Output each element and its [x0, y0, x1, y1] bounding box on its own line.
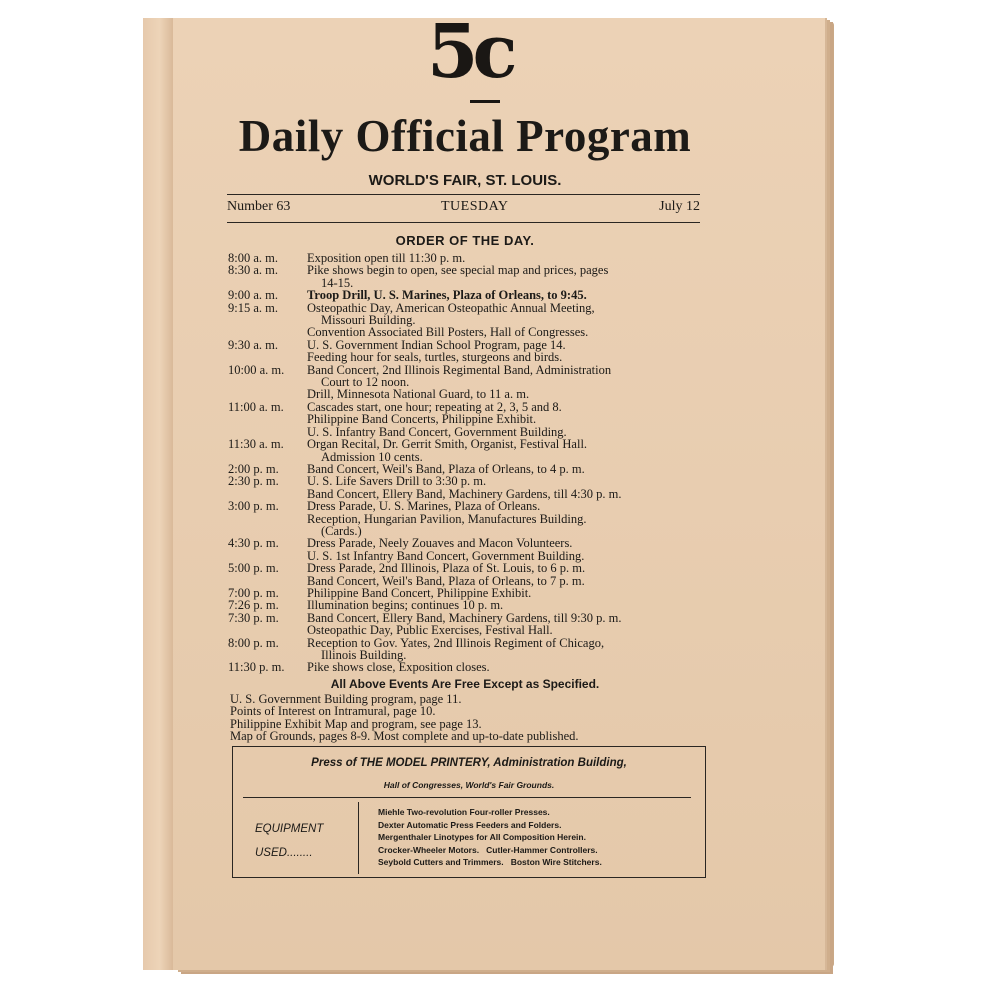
- event-description: Missouri Building.: [321, 313, 416, 328]
- equipment-label-line: USED........: [255, 847, 313, 859]
- event-time: [228, 314, 307, 326]
- event-time: 3:00 p. m.: [228, 499, 279, 514]
- equipment-item: Mergenthaler Linotypes for All Composition Herein.: [378, 832, 586, 842]
- reference-notes: [230, 693, 705, 743]
- event-description: U. S. Government Indian School Program, page 14.: [307, 337, 566, 352]
- price-mark: 5c: [427, 9, 512, 95]
- page-edge: [825, 22, 834, 967]
- event-description: Philippine Band Concert, Philippine Exhibit.: [307, 585, 532, 600]
- event-time: 4:30 p. m.: [228, 536, 279, 551]
- event-description: Dress Parade, 2nd Illinois, Plaza of St. Louis, to 6 p. m.: [307, 561, 586, 576]
- event-description: Philippine Band Concerts, Philippine Exhibit.: [307, 412, 537, 427]
- event-time: 2:30 p. m.: [228, 474, 279, 489]
- printer-divider: [243, 797, 691, 798]
- schedule-entry: [228, 500, 704, 512]
- event-description: U. S. 1st Infantry Band Concert, Government Building.: [307, 548, 585, 563]
- event-description: Pike shows begin to open, see special map and prices, pages: [307, 263, 609, 278]
- event-time: [228, 513, 307, 525]
- note-line: U. S. Government Building program, page 11.: [230, 692, 462, 706]
- free-events-note: All Above Events Are Free Except as Specified.: [330, 677, 600, 691]
- event-time: 11:00 a. m.: [228, 399, 284, 414]
- event-time: [228, 413, 307, 425]
- event-time: 11:30 p. m.: [228, 660, 285, 675]
- event-time: 7:30 p. m.: [228, 610, 279, 625]
- event-description: Reception to Gov. Yates, 2nd Illinois Regiment of Chicago,: [307, 635, 605, 650]
- event-time: [228, 326, 307, 338]
- event-description: Admission 10 cents.: [321, 449, 423, 464]
- schedule-entry: [228, 438, 704, 450]
- event-description: Exposition open till 11:30 p. m.: [307, 251, 466, 265]
- event-description: Osteopathic Day, Public Exercises, Festival Hall.: [307, 623, 553, 638]
- equipment-label: [255, 817, 345, 865]
- equipment-item: Crocker-Wheeler Motors. Cutler-Hammer Controllers.: [378, 844, 598, 855]
- page-title: Daily Official Program: [238, 111, 692, 161]
- event-description: Band Concert, 2nd Illinois Regimental Band, Administration: [307, 362, 612, 377]
- event-time: 8:00 a. m.: [228, 251, 278, 265]
- event-time: 9:15 a. m.: [228, 300, 278, 315]
- issue-number: Number 63: [227, 199, 291, 214]
- note-line: Points of Interest on Intramural, page 10.: [230, 704, 436, 719]
- schedule-entry: [228, 637, 704, 649]
- order-heading: ORDER OF THE DAY.: [395, 233, 535, 248]
- event-description: Reception, Hungarian Pavilion, Manufactures Building.: [307, 511, 587, 526]
- schedule-entry: [228, 302, 704, 314]
- schedule-entry: [228, 264, 704, 276]
- event-description: Cascades start, one hour; repeating at 2, 3, 5 and 8.: [307, 399, 562, 414]
- event-description: Convention Associated Bill Posters, Hall of Congresses.: [307, 325, 589, 340]
- event-time: 5:00 p. m.: [228, 561, 279, 576]
- schedule-entry: [228, 413, 704, 425]
- schedule-entry: [228, 537, 704, 549]
- schedule-entry: [228, 289, 704, 301]
- event-time: 11:30 a. m.: [228, 437, 284, 452]
- event-description: Osteopathic Day, American Osteopathic Annual Meeting,: [307, 300, 595, 315]
- schedule-entry: [228, 513, 704, 525]
- event-time: 10:00 a. m.: [228, 362, 285, 377]
- note-line: Map of Grounds, pages 8-9. Most complete and up-to-date published.: [230, 729, 579, 744]
- printer-box: [232, 746, 706, 878]
- event-description: 14-15.: [321, 275, 354, 290]
- event-description: Band Concert, Ellery Band, Machinery Gardens, till 4:30 p. m.: [307, 486, 622, 501]
- event-time: 7:00 p. m.: [228, 585, 279, 600]
- schedule-entry: [228, 388, 704, 400]
- equipment-divider: [358, 802, 359, 874]
- event-time: [228, 388, 307, 400]
- issue-day: TUESDAY: [441, 199, 509, 214]
- schedule-entry: [228, 624, 704, 636]
- event-description: Band Concert, Weil's Band, Plaza of Orleans, to 4 p. m.: [307, 461, 585, 476]
- event-time: [228, 351, 307, 363]
- event-description: Organ Recital, Dr. Gerrit Smith, Organist, Festival Hall.: [307, 437, 588, 452]
- schedule-entry: [228, 475, 704, 487]
- booklet-spine: [143, 18, 174, 970]
- event-time: 9:00 a. m.: [228, 288, 278, 303]
- bottom-rule: [227, 222, 700, 223]
- event-description: Dress Parade, U. S. Marines, Plaza of Orleans.: [307, 499, 541, 514]
- event-description: Drill, Minnesota National Guard, to 11 a. m.: [307, 387, 530, 402]
- schedule-entry: [228, 599, 704, 611]
- note-line: Philippine Exhibit Map and program, see page 13.: [230, 716, 482, 731]
- event-description: Feeding hour for seals, turtles, sturgeons and birds.: [307, 350, 563, 365]
- schedule-list: [228, 252, 704, 674]
- event-description: U. S. Life Savers Drill to 3:30 p. m.: [307, 474, 487, 489]
- event-time: 8:30 a. m.: [228, 263, 278, 278]
- event-time: 8:00 p. m.: [228, 635, 279, 650]
- event-description: Troop Drill, U. S. Marines, Plaza of Orleans, to 9:45.: [307, 288, 587, 303]
- event-time: 9:30 a. m.: [228, 337, 278, 352]
- price-underline: [470, 100, 500, 103]
- event-description: U. S. Infantry Band Concert, Government Building.: [307, 424, 567, 439]
- page-subtitle: WORLD'S FAIR, ST. LOUIS.: [368, 172, 562, 189]
- issue-line: [227, 199, 700, 219]
- schedule-entry: [228, 562, 704, 574]
- schedule-entry: [228, 351, 704, 363]
- event-description: Band Concert, Weil's Band, Plaza of Orleans, to 7 p. m.: [307, 573, 585, 588]
- event-description: (Cards.): [321, 523, 362, 538]
- printer-address: Hall of Congresses, World's Fair Grounds.: [383, 780, 555, 790]
- event-description: Illinois Building.: [321, 648, 407, 662]
- event-description: Pike shows close, Exposition closes.: [307, 660, 490, 675]
- issue-date: July 12: [659, 199, 700, 214]
- schedule-entry: [228, 661, 704, 673]
- event-description: Court to 12 noon.: [321, 375, 410, 390]
- equipment-item: Miehle Two-revolution Four-roller Presses.: [378, 807, 550, 817]
- equipment-list: [378, 806, 698, 869]
- printer-line: Press of THE MODEL PRINTERY, Administration Building,: [311, 757, 627, 769]
- event-time: [228, 376, 307, 388]
- schedule-entry: [228, 326, 704, 338]
- event-description: Illumination begins; continues 10 p. m.: [307, 598, 504, 613]
- schedule-entry: [228, 364, 704, 376]
- event-description: Dress Parade, Neely Zouaves and Macon Volunteers.: [307, 536, 573, 551]
- top-rule: [227, 194, 700, 195]
- event-description: Band Concert, Ellery Band, Machinery Gardens, till 9:30 p. m.: [307, 610, 622, 625]
- equipment-item: Dexter Automatic Press Feeders and Folders.: [378, 819, 562, 830]
- event-time: [228, 624, 307, 636]
- event-time: 7:26 p. m.: [228, 598, 279, 613]
- equipment-label-line: EQUIPMENT: [255, 823, 324, 835]
- event-time: 2:00 p. m.: [228, 461, 279, 476]
- equipment-item: Seybold Cutters and Trimmers. Boston Wire Stitchers.: [378, 857, 602, 867]
